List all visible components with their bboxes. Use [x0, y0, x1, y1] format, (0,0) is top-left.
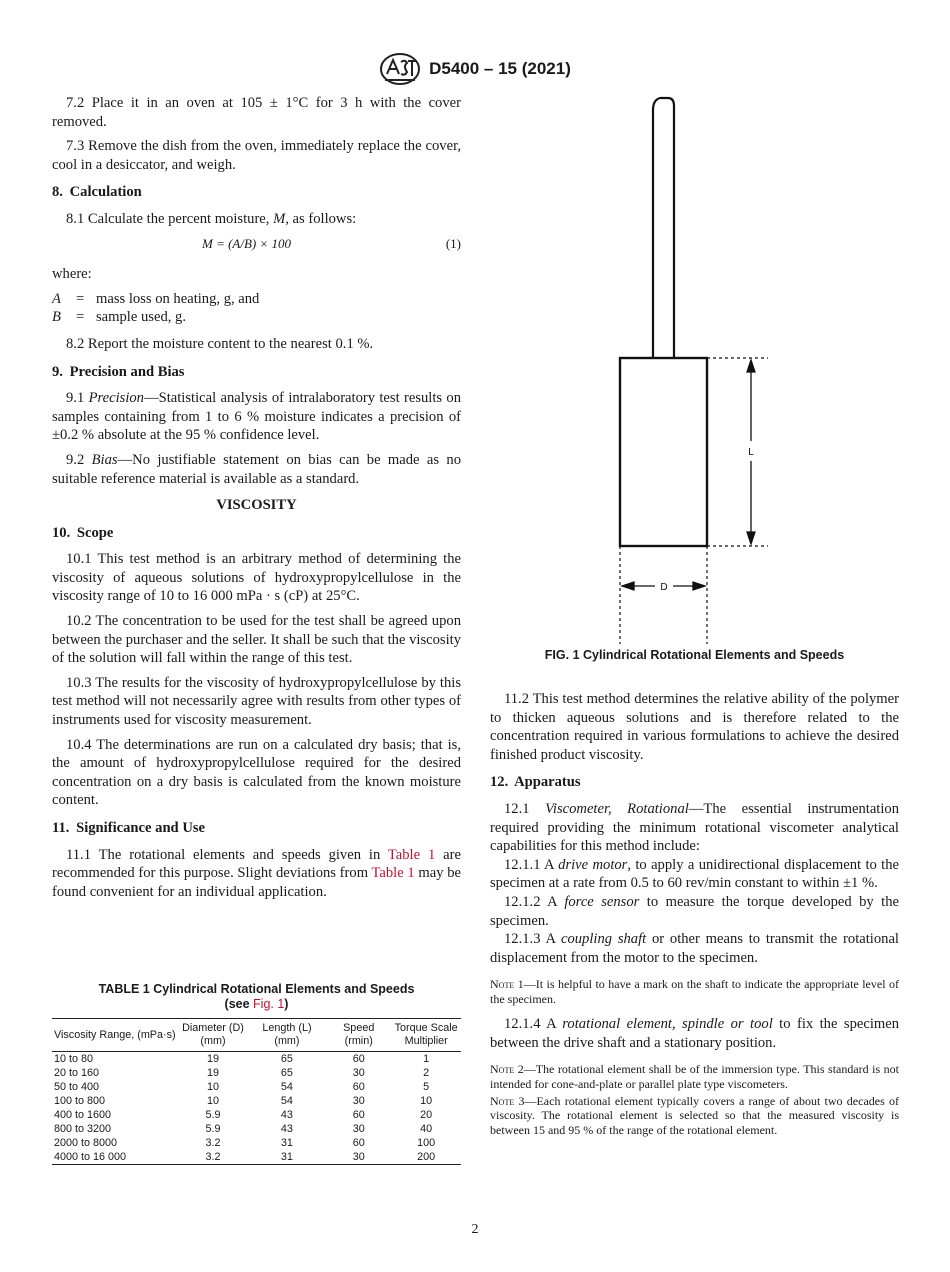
- term: drive motor: [558, 856, 628, 873]
- table-row: [52, 1066, 461, 1080]
- figure-1-caption: FIG. 1 Cylindrical Rotational Elements and Speeds: [544, 648, 845, 662]
- table-cell: 200: [417, 1151, 436, 1163]
- table-cell: 10: [206, 1081, 219, 1093]
- text: 12.1: [504, 800, 546, 817]
- table-cell: 400 to 1600: [54, 1109, 112, 1121]
- text: 9.1: [66, 390, 89, 407]
- paragraph-10-2: 10.2 The concentration to be used for the test shall be agreed upon between the purchaser and the seller. It shall be such that the viscosity of the solution will fall within the range of this test.: [52, 613, 461, 667]
- text: —Statistical analysis of intralaboratory test results on samples containing from 1 to 6 % moisture indicates a precision of ±0.2 % absolute at the 95 % confidence level.: [52, 390, 462, 444]
- paragraph-11-1: [52, 846, 461, 902]
- text: 9.2: [66, 451, 92, 468]
- section-10-heading: [52, 524, 461, 543]
- note-label: Note 3: [490, 1093, 525, 1108]
- text: —The essential instrumentation required providing the minimum rotational viscometer analytical capabilities for this method include:: [490, 800, 899, 855]
- section-8-heading: [52, 183, 461, 202]
- note-label: Note 1: [490, 977, 524, 992]
- paragraph-10-3: 10.3 The results for the viscosity of hydroxypropylcellulose by this test method will not necessarily agree with results from other types of instruments used for viscosity measurement.: [52, 674, 461, 729]
- table-caption-reference: [52, 997, 461, 1012]
- text: are recommended for this purpose. Slight deviations from: [52, 846, 461, 882]
- table-cell: 10: [420, 1095, 433, 1107]
- paragraph-7-2: 7.2 Place it in an oven at 105 ± 1°C for 3 h with the cover removed.: [52, 95, 461, 130]
- figure-1-drawing: [560, 96, 820, 646]
- column-header: Viscosity Range, (mPa·s): [54, 1028, 176, 1041]
- section-title: Scope: [76, 524, 114, 541]
- viscosity-heading: VISCOSITY: [216, 497, 297, 514]
- text: 12.1.1 A: [504, 856, 559, 873]
- table-cell: 3.2: [205, 1137, 221, 1149]
- right-column: [490, 690, 899, 1146]
- table-cell: 19: [206, 1067, 219, 1079]
- section-title: Apparatus: [514, 774, 581, 791]
- term: Precision: [88, 390, 144, 407]
- fig-1-link[interactable]: Fig. 1: [253, 997, 285, 1011]
- table-row: [52, 1094, 461, 1108]
- text: , to apply a unidirectional displacement to the specimen at a rate from 0.5 to 60 rev/min constant to within ±1 %.: [490, 856, 899, 892]
- note-3: [490, 1094, 899, 1138]
- table-cell: 20 to 160: [54, 1067, 100, 1079]
- text: may be found convenient for an individual application.: [52, 865, 461, 900]
- table-cell: 5.9: [205, 1109, 221, 1121]
- paragraph-11-2: 11.2 This test method determines the relative ability of the polymer to thicken aqueous solutions and is therefore related to the concentration required in various formulations to achieve the desired finished product viscosity.: [490, 691, 899, 763]
- table-cell: 65: [280, 1067, 293, 1079]
- definitions-list: [52, 290, 461, 327]
- table-cell: 19: [206, 1053, 219, 1065]
- column-header: Speed (rmin): [343, 1022, 375, 1047]
- page-header: [0, 52, 950, 86]
- paragraph-9-2: [52, 451, 461, 488]
- paragraph-12-1-2: [490, 893, 899, 930]
- length-label: L: [748, 447, 754, 458]
- table-cell: 65: [280, 1053, 293, 1065]
- table-cell: 30: [352, 1095, 365, 1107]
- table-cell: 60: [352, 1109, 365, 1121]
- term: Viscometer, Rotational: [545, 800, 689, 817]
- paragraph-8-2: 8.2 Report the moisture content to the nearest 0.1 %.: [66, 335, 374, 352]
- definition-symbol: B: [52, 309, 61, 326]
- table-cell: 800 to 3200: [54, 1123, 112, 1135]
- variable: M: [273, 210, 286, 227]
- text: 12.1.3 A: [504, 931, 561, 948]
- table-cell: 4000 to 16 000: [54, 1151, 127, 1163]
- document-title: D5400 – 15 (2021): [429, 59, 571, 78]
- table-cell: 30: [352, 1067, 365, 1079]
- term: Bias: [91, 451, 118, 468]
- column-header: Length (L) (mm): [262, 1022, 312, 1047]
- definition-text: mass loss on heating, g, and: [96, 290, 260, 307]
- table-cell: 30: [352, 1123, 365, 1135]
- table-cell: 60: [352, 1081, 365, 1093]
- table-cell: 54: [280, 1095, 293, 1107]
- section-number: 11.: [52, 820, 70, 836]
- section-number: 8.: [52, 184, 63, 201]
- text: ): [284, 997, 289, 1011]
- table-row: [52, 1122, 461, 1136]
- paragraph-12-1-1: [490, 856, 899, 893]
- definition-item: [52, 308, 461, 327]
- section-title: Calculation: [69, 184, 142, 201]
- table-cell: 10: [206, 1095, 219, 1107]
- section-11-heading: [52, 819, 461, 838]
- equation-1: [52, 235, 461, 254]
- where-label: where:: [52, 266, 92, 283]
- table-header-row: [52, 1019, 461, 1052]
- text: (see: [224, 997, 254, 1011]
- table-cell: 30: [352, 1151, 365, 1163]
- diameter-label: D: [660, 582, 668, 593]
- paragraph-10-4: 10.4 The determinations are run on a calculated dry basis; that is, the amount of hydroxypropylcellulose required for the desired concentration on a dry basis is calculated from the known moisture content.: [52, 736, 461, 809]
- table-1: [52, 982, 461, 1165]
- table-cell: 60: [352, 1137, 365, 1149]
- equation-formula: M = (A/B) × 100: [202, 235, 292, 251]
- table-cell: 50 to 400: [54, 1081, 100, 1093]
- dimension-lines: [620, 358, 768, 644]
- text: 12.1.2 A: [504, 893, 565, 910]
- section-title: Precision and Bias: [69, 363, 185, 380]
- table-cell: 5: [423, 1081, 430, 1093]
- table-cell: 2000 to 8000: [54, 1137, 118, 1149]
- text: —No justifiable statement on bias can be made as no suitable reference material is available as a standard.: [52, 451, 461, 487]
- definition-equals: =: [76, 309, 85, 326]
- table-1-link[interactable]: Table 1: [371, 865, 415, 882]
- section-9-heading: [52, 363, 461, 382]
- table-row: [52, 1080, 461, 1094]
- definition-equals: =: [76, 290, 85, 307]
- paragraph-12-1-4: [490, 1015, 899, 1052]
- table-cell: 20: [420, 1109, 433, 1121]
- section-title: Significance and Use: [76, 820, 206, 836]
- definition-text: sample used, g.: [96, 309, 186, 326]
- spindle-cylinder: [620, 358, 707, 546]
- table-row: [52, 1108, 461, 1122]
- section-number: 10.: [52, 524, 71, 541]
- table-cell: 2: [423, 1067, 430, 1079]
- table-cell: 54: [280, 1081, 293, 1093]
- table-cell: 43: [280, 1123, 293, 1135]
- text: 12.1.4 A: [504, 1015, 563, 1032]
- section-number: 12.: [490, 774, 509, 791]
- table-cell: 60: [352, 1053, 365, 1065]
- table-cell: 1: [423, 1053, 430, 1065]
- table-cell: 31: [280, 1151, 293, 1163]
- text: 8.1 Calculate the percent moisture,: [66, 210, 274, 227]
- table-cell: 5.9: [205, 1123, 221, 1135]
- paragraph-8-1: [52, 210, 461, 229]
- table-cell: 31: [280, 1137, 293, 1149]
- text: or other means to transmit the rotational displacement from the motor to the specimen.: [490, 931, 899, 966]
- table-caption: [52, 982, 461, 1012]
- table-cell: 100 to 800: [54, 1095, 106, 1107]
- table-1-link[interactable]: Table 1: [387, 846, 436, 863]
- section-12-heading: [490, 773, 899, 792]
- term: force sensor: [564, 893, 640, 910]
- page-number: 2: [471, 1222, 479, 1237]
- paragraph-12-1-3: [490, 930, 899, 967]
- equation-number: (1): [445, 235, 461, 251]
- note-2: [490, 1062, 899, 1092]
- text: 11.1 The rotational elements and speeds given in: [66, 846, 388, 863]
- paragraph-7-3: 7.3 Remove the dish from the oven, immediately replace the cover, cool in a desiccator, and weigh.: [52, 138, 461, 173]
- data-table: [52, 1018, 461, 1165]
- paragraph-9-1: [52, 389, 461, 445]
- section-number: 9.: [52, 363, 63, 380]
- note-text: —The rotational element shall be of the immersion type. This standard is not intended for cone-and-plate or parallel plate type viscometers.: [490, 1062, 899, 1091]
- definition-symbol: A: [52, 290, 61, 307]
- table-cell: 3.2: [205, 1151, 221, 1163]
- paragraph-12-1: [490, 800, 899, 856]
- note-label: Note 2: [490, 1062, 524, 1077]
- column-header: Diameter (D) (mm): [182, 1022, 244, 1047]
- text: to fix the specimen between the drive shaft and a stationary position.: [490, 1015, 899, 1051]
- term: coupling shaft: [560, 931, 647, 948]
- note-text: —It is helpful to have a mark on the shaft to indicate the appropriate level of the specimen.: [490, 977, 900, 1007]
- table-cell: 100: [417, 1137, 436, 1149]
- table-cell: 10 to 80: [54, 1053, 94, 1065]
- table-cell: 43: [280, 1109, 293, 1121]
- definition-item: [52, 290, 461, 309]
- astm-logo-icon: [379, 52, 421, 86]
- text: , as follows:: [285, 210, 357, 227]
- column-header: Torque Scale Multiplier: [394, 1022, 458, 1047]
- text: to measure the torque developed by the specimen.: [490, 893, 900, 929]
- term: rotational element, spindle or tool: [562, 1015, 773, 1032]
- left-column: [52, 94, 461, 907]
- table-caption-title: TABLE 1 Cylindrical Rotational Elements and Speeds: [98, 982, 415, 996]
- paragraph-10-1: 10.1 This test method is an arbitrary method of determining the viscosity of aqueous solutions of hydroxypropylcellulose in the viscosity range of 10 to 16 000 mPa · s (cP) at 25°C.: [52, 551, 461, 605]
- note-1: [490, 977, 899, 1007]
- table-cell: 40: [420, 1123, 433, 1135]
- table-row: [52, 1052, 461, 1067]
- table-row: [52, 1136, 461, 1150]
- note-text: —Each rotational element typically covers a range of about two decades of viscosity. The rotational element is selected so that the measured viscosity is between 15 and 95 % of the range of the rotational element.: [490, 1093, 900, 1138]
- table-row: [52, 1150, 461, 1165]
- spindle-shaft: [653, 98, 674, 358]
